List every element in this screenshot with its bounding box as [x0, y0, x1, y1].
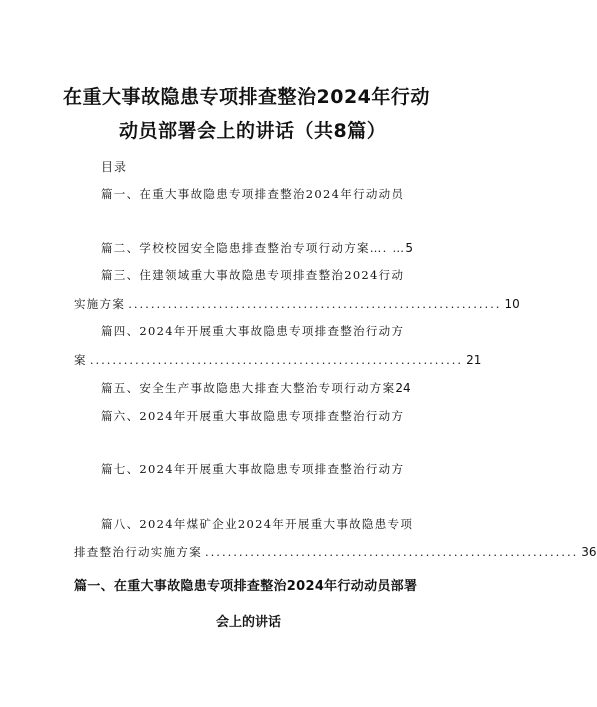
toc-leader-dots: .................................................................. — [128, 297, 502, 311]
toc-item-4-continued[interactable] — [74, 352, 482, 368]
toc-item-8-title: 篇八、2024年煤矿企业2024年开展重大事故隐患专项 — [101, 517, 414, 531]
toc-item-3-title: 篇三、住建领域重大事故隐患专项排查整治2024行动 — [101, 268, 405, 282]
document-title-line2: 动员部署会上的讲话（共8篇） — [119, 120, 387, 142]
toc-item-5-page: 24 — [395, 381, 411, 395]
toc-leader-dots: .................................................................. — [89, 353, 464, 367]
toc-item-6-title: 篇六、2024年开展重大事故隐患专项排查整治行动方 — [101, 409, 405, 423]
toc-item-3-continued[interactable] — [74, 296, 520, 312]
document-title-line1: 在重大事故隐患专项排查整治2024年行动 — [63, 86, 430, 108]
toc-item-4-title: 篇四、2024年开展重大事故隐患专项排查整治行动方 — [101, 324, 405, 338]
toc-item-7-title: 篇七、2024年开展重大事故隐患专项排查整治行动方 — [101, 462, 405, 476]
toc-item-8[interactable] — [101, 516, 413, 532]
toc-item-4-page: 21 — [466, 353, 482, 367]
toc-item-3[interactable] — [101, 267, 404, 283]
toc-item-5[interactable] — [101, 380, 411, 396]
toc-leader-dots: .................................................................. — [205, 545, 579, 559]
toc-item-8-continued[interactable] — [74, 544, 597, 560]
toc-item-2-page: 5 — [405, 241, 413, 255]
toc-item-4[interactable] — [101, 323, 404, 339]
toc-item-4-title-cont: 案 — [74, 353, 87, 367]
toc-item-6[interactable] — [101, 408, 404, 424]
toc-heading: 目录 — [101, 160, 128, 174]
toc-item-8-page: 36 — [581, 545, 597, 559]
toc-item-5-title: 篇五、安全生产事故隐患大排查大整治专项行动方案 — [101, 381, 396, 395]
toc-item-1[interactable] — [101, 186, 404, 202]
toc-item-3-title-cont: 实施方案 — [74, 297, 126, 311]
toc-item-8-title-cont: 排查整治行动实施方案 — [74, 545, 202, 559]
toc-item-7[interactable] — [101, 461, 404, 477]
toc-item-1-title: 篇一、在重大事故隐患专项排查整治2024年行动动员 — [101, 187, 405, 201]
toc-item-2[interactable] — [101, 240, 413, 256]
toc-item-3-page: 10 — [504, 297, 520, 311]
toc-item-2-title: 篇二、学校校园安全隐患排查整治专项行动方案…. … — [101, 241, 406, 255]
section-1-heading: 篇一、在重大事故隐患专项排查整治2024年行动动员部署 — [74, 579, 418, 594]
section-1-heading-cont: 会上的讲话 — [216, 615, 282, 630]
